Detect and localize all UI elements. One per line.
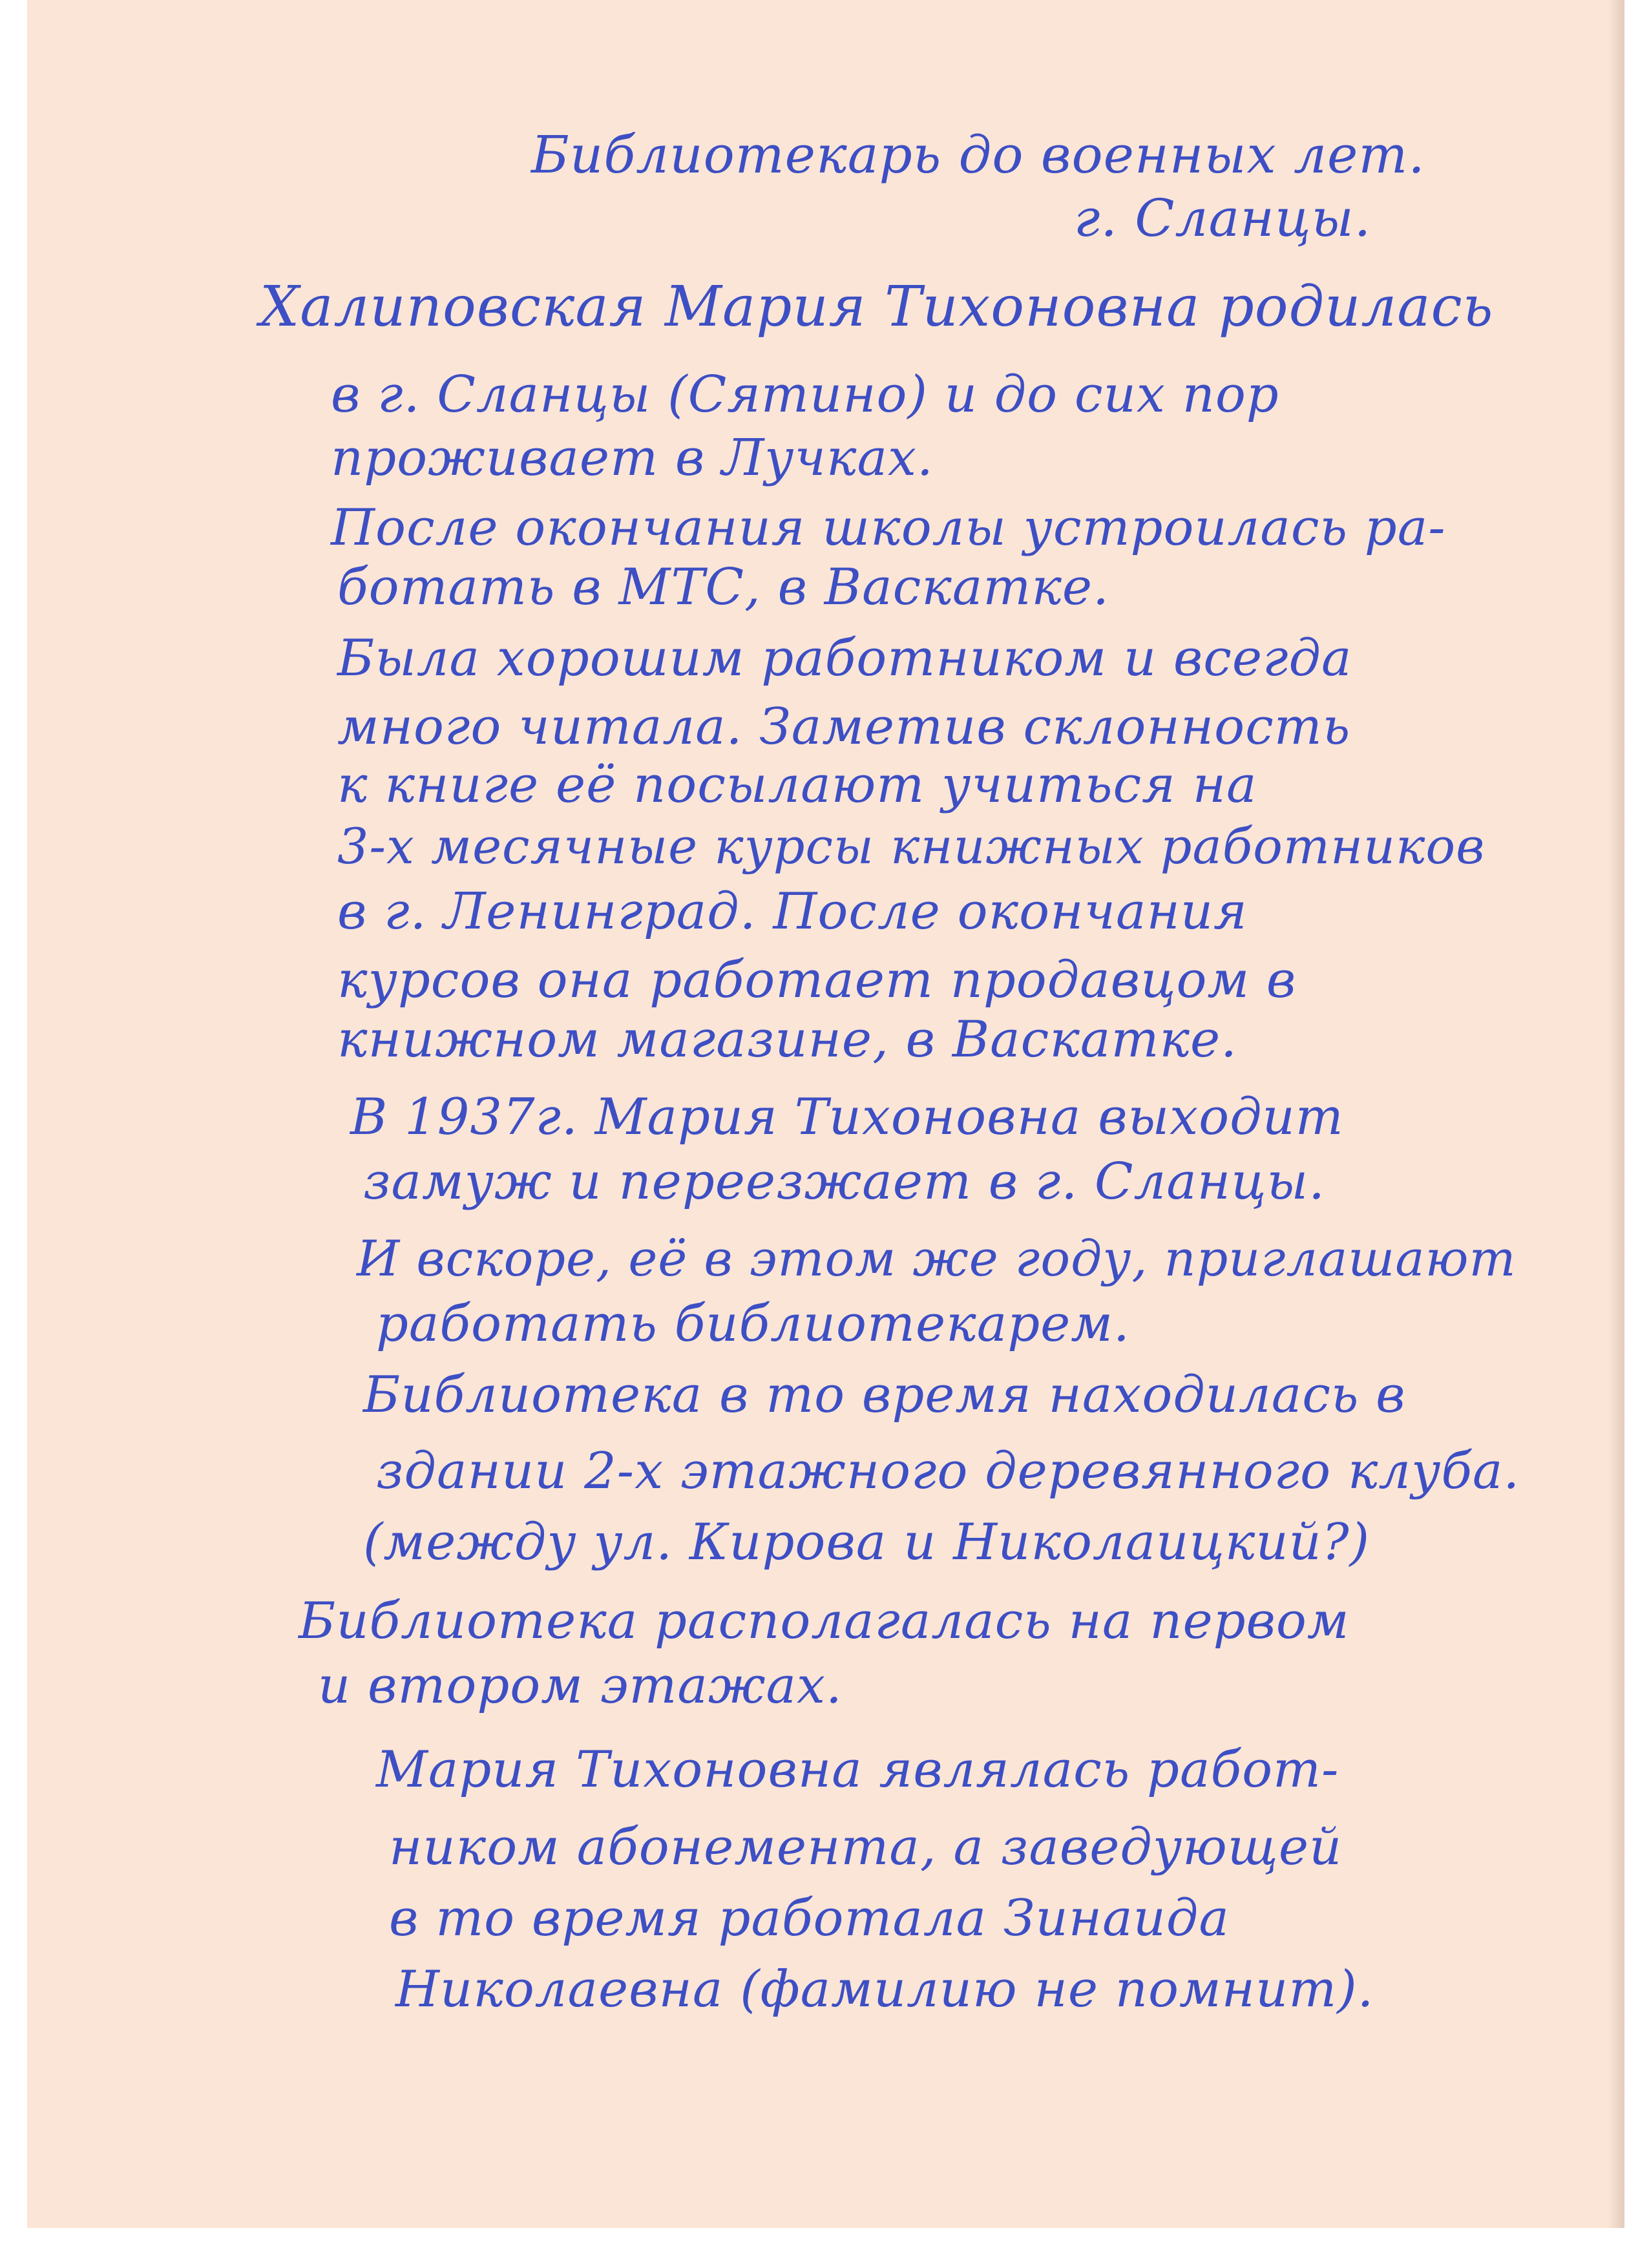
- text-line: Мария Тихоновна являлась работ-: [376, 1741, 1339, 1799]
- text-line: И вскоре, её в этом же году, приглашают: [357, 1230, 1517, 1287]
- text-line: Была хорошим работником и всегда: [337, 629, 1352, 688]
- document-title: Библиотекарь до военных лет.: [531, 125, 1425, 185]
- text-line: работать библиотекарем.: [376, 1295, 1130, 1353]
- text-line: Халиповская Мария Тихоновна родилась: [260, 275, 1494, 339]
- text-line: ботать в МТС, в Васкатке.: [337, 558, 1109, 616]
- document-place: г. Сланцы.: [1074, 188, 1372, 248]
- text-line: и втором этажах.: [318, 1657, 843, 1715]
- text-line: в г. Сланцы (Сятино) и до сих пор: [331, 366, 1279, 424]
- text-line: После окончания школы устроилась ра-: [331, 499, 1446, 557]
- text-line: Библиотека располагалась на первом: [299, 1592, 1350, 1650]
- text-line: здании 2-х этажного деревянного клуба.: [376, 1442, 1520, 1500]
- text-line: проживает в Лучках.: [331, 429, 934, 487]
- text-line: к книге её посылают учиться на: [337, 756, 1257, 814]
- scan-margin: [0, 2228, 1649, 2268]
- text-line: курсов она работает продавцом в: [337, 951, 1297, 1009]
- handwritten-page: [27, 0, 1624, 2228]
- text-line: В 1937г. Мария Тихоновна выходит: [350, 1088, 1344, 1146]
- text-line: Николаевна (фамилию не помнит).: [395, 1960, 1374, 2019]
- text-line: (между ул. Кирова и Николаицкий?): [363, 1513, 1371, 1571]
- text-line: замуж и переезжает в г. Сланцы.: [363, 1153, 1325, 1211]
- text-line: Библиотека в то время находилась в: [363, 1366, 1406, 1424]
- text-line: в г. Ленинград. После окончания: [337, 883, 1248, 941]
- text-line: много читала. Заметив склонность: [337, 698, 1351, 756]
- text-line: ником абонемента, а заведующей: [389, 1818, 1343, 1876]
- text-line: в то время работала Зинаида: [389, 1889, 1230, 1948]
- text-line: книжном магазине, в Васкатке.: [337, 1011, 1237, 1069]
- text-line: 3-х месячные курсы книжных работников: [337, 817, 1486, 875]
